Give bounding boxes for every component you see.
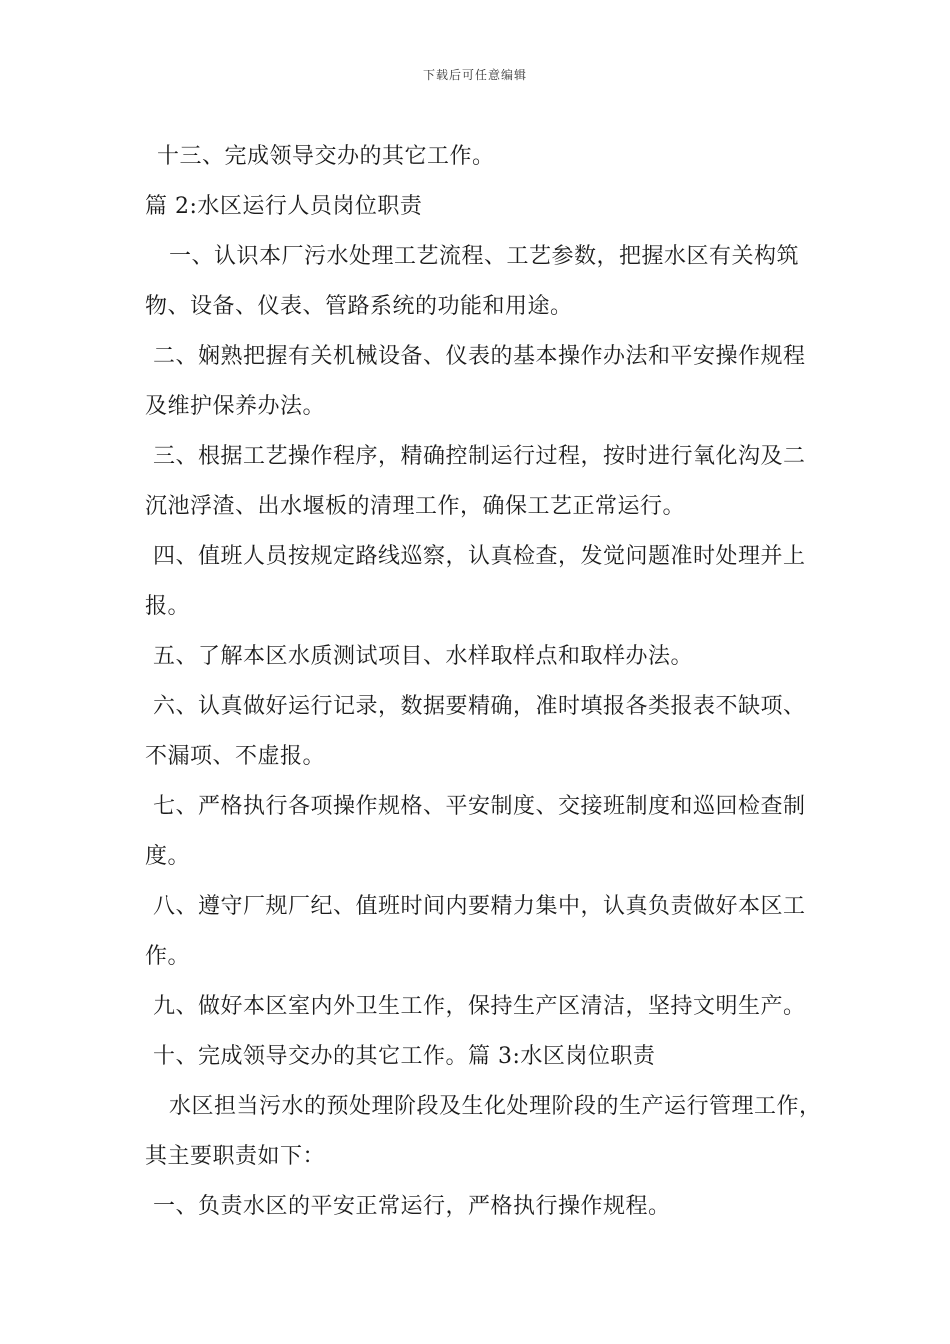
paragraph-line: 不漏项、不虚报。 bbox=[145, 744, 326, 769]
paragraph-line: 及维护保养办法。 bbox=[145, 394, 326, 419]
paragraph-line: 二、娴熟把握有关机械设备、仪表的基本操作办法和平安操作规程 bbox=[153, 344, 806, 369]
paragraph-line: 其主要职责如下： bbox=[145, 1144, 326, 1169]
paragraph-line: 五、了解本区水质测试项目、水样取样点和取样办法。 bbox=[153, 644, 694, 669]
paragraph-line: 沉池浮渣、出水堰板的清理工作，确保工艺正常运行。 bbox=[145, 494, 686, 519]
paragraph-line: 九、做好本区室内外卫生工作，保持生产区清洁，坚持文明生产。 bbox=[153, 994, 806, 1019]
paragraph-line: 八、遵守厂规厂纪、值班时间内要精力集中，认真负责做好本区工 bbox=[153, 894, 806, 919]
paragraph-line: 水区担当污水的预处理阶段及生化处理阶段的生产运行管理工作， bbox=[169, 1094, 822, 1119]
paragraph-line: 六、认真做好运行记录，数据要精确，准时填报各类报表不缺项、 bbox=[153, 694, 806, 719]
document-body bbox=[145, 132, 822, 1232]
section-heading: 篇 2:水区运行人员岗位职责 bbox=[145, 194, 423, 219]
paragraph-line: 物、设备、仪表、管路系统的功能和用途。 bbox=[145, 294, 573, 319]
paragraph-line: 一、负责水区的平安正常运行，严格执行操作规程。 bbox=[153, 1194, 671, 1219]
header-note: 下载后可任意编辑 bbox=[422, 68, 527, 82]
paragraph-line: 度。 bbox=[145, 844, 191, 869]
paragraph-line: 七、严格执行各项操作规格、平安制度、交接班制度和巡回检查制 bbox=[153, 794, 806, 819]
paragraph-line: 四、值班人员按规定路线巡察，认真检查，发觉问题准时处理并上 bbox=[153, 544, 806, 569]
paragraph-line: 一、认识本厂污水处理工艺流程、工艺参数，把握水区有关构筑 bbox=[169, 244, 800, 269]
paragraph-line: 十三、完成领导交办的其它工作。 bbox=[157, 144, 495, 169]
paragraph-line: 报。 bbox=[145, 594, 191, 619]
paragraph-line: 作。 bbox=[145, 944, 191, 969]
paragraph-line: 三、根据工艺操作程序，精确控制运行过程，按时进行氧化沟及二 bbox=[153, 444, 806, 469]
paragraph-line: 十、完成领导交办的其它工作。篇 3:水区岗位职责 bbox=[153, 1044, 656, 1069]
